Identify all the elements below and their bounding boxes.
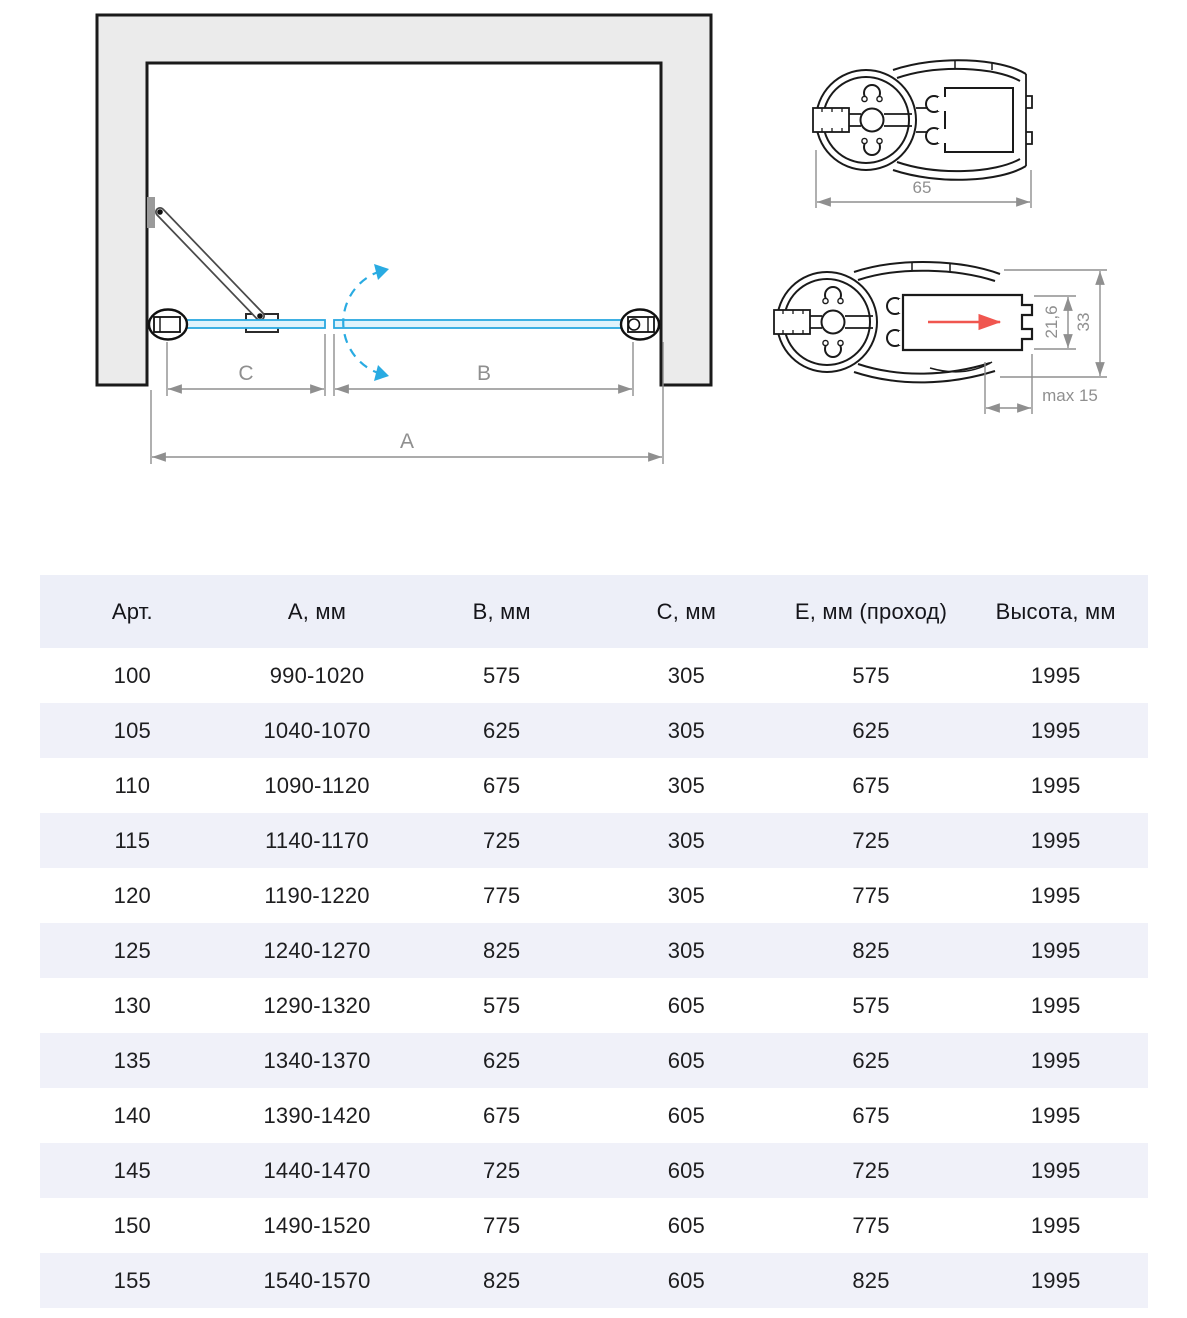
table-cell: 100 bbox=[113, 662, 151, 688]
table-row bbox=[40, 1253, 1148, 1308]
table-cell: 1140-1170 bbox=[265, 827, 369, 853]
table-cell: 1995 bbox=[1030, 1047, 1081, 1073]
table-cell: 1090-1120 bbox=[264, 772, 370, 798]
table-row bbox=[40, 1033, 1148, 1088]
table-cell: 105 bbox=[113, 717, 151, 743]
table-cell: 1995 bbox=[1030, 882, 1081, 908]
table-cell: 725 bbox=[483, 1157, 521, 1183]
profile-adjustment-label: max 15 bbox=[1042, 386, 1098, 405]
table-cell: 115 bbox=[114, 827, 151, 853]
table-cell: 575 bbox=[852, 662, 890, 688]
table-cell: 825 bbox=[483, 937, 521, 963]
table-cell: 1540-1570 bbox=[263, 1267, 371, 1293]
table-row bbox=[40, 978, 1148, 1033]
table-cell: 725 bbox=[852, 827, 890, 853]
table-row bbox=[40, 923, 1148, 978]
table-cell: 775 bbox=[483, 882, 521, 908]
table-cell: 605 bbox=[667, 1102, 705, 1128]
table-cell: 675 bbox=[483, 772, 521, 798]
table-cell: 110 bbox=[114, 772, 151, 798]
table-cell: 625 bbox=[852, 717, 890, 743]
table-cell: 605 bbox=[667, 992, 705, 1018]
column-header-e: Е, мм (проход) bbox=[794, 598, 948, 624]
wall bbox=[97, 15, 711, 385]
table-cell: 305 bbox=[667, 717, 705, 743]
swing-arrow-up-icon bbox=[374, 264, 389, 280]
table-cell: 305 bbox=[667, 937, 705, 963]
table-row bbox=[40, 1088, 1148, 1143]
table-cell: 1040-1070 bbox=[263, 717, 371, 743]
table-cell: 1995 bbox=[1030, 937, 1081, 963]
table-cell: 775 bbox=[852, 882, 890, 908]
profile-outer-height-label: 33 bbox=[1074, 312, 1093, 332]
table-cell: 125 bbox=[113, 937, 151, 963]
table-row bbox=[40, 758, 1148, 813]
table-row bbox=[40, 703, 1148, 758]
column-header-a: А, мм bbox=[287, 598, 347, 624]
table-cell: 1995 bbox=[1030, 992, 1081, 1018]
installation-scheme bbox=[97, 15, 711, 464]
table-cell: 1995 bbox=[1030, 772, 1081, 798]
table-cell: 130 bbox=[113, 992, 151, 1018]
table-cell: 575 bbox=[483, 662, 521, 688]
column-header-art: Арт. bbox=[111, 598, 153, 624]
table-row bbox=[40, 868, 1148, 923]
brace-wall-plate bbox=[147, 197, 155, 228]
table-row bbox=[40, 1143, 1148, 1198]
table-cell: 625 bbox=[483, 717, 521, 743]
table-cell: 305 bbox=[667, 662, 705, 688]
support-brace bbox=[157, 209, 263, 319]
table-cell: 725 bbox=[483, 827, 521, 853]
table-cell: 775 bbox=[852, 1212, 890, 1238]
table-cell: 1190-1220 bbox=[264, 882, 370, 908]
table-cell: 775 bbox=[483, 1212, 521, 1238]
table-cell: 1995 bbox=[1030, 827, 1081, 853]
glass-door-panel bbox=[334, 320, 628, 328]
table-row bbox=[40, 1198, 1148, 1253]
table-cell: 1440-1470 bbox=[263, 1157, 371, 1183]
table-cell: 605 bbox=[667, 1047, 705, 1073]
table-cell: 1995 bbox=[1030, 1102, 1081, 1128]
profile-width-label: 65 bbox=[912, 178, 932, 197]
table-cell: 625 bbox=[483, 1047, 521, 1073]
table-cell: 1340-1370 bbox=[263, 1047, 371, 1073]
table-cell: 305 bbox=[667, 772, 705, 798]
size-table bbox=[40, 575, 1148, 1308]
table-cell: 1995 bbox=[1030, 1212, 1081, 1238]
swing-arrow-down-icon bbox=[374, 365, 389, 381]
table-header-row bbox=[40, 575, 1148, 648]
table-cell: 120 bbox=[113, 882, 151, 908]
dim-label-a: A bbox=[399, 430, 415, 453]
dim-label-b: B bbox=[476, 362, 492, 385]
wall-profile-side-view bbox=[774, 262, 1107, 414]
table-cell: 605 bbox=[667, 1212, 705, 1238]
table-cell: 625 bbox=[852, 1047, 890, 1073]
table-cell: 575 bbox=[852, 992, 890, 1018]
wall-bracket-left bbox=[149, 310, 187, 340]
table-cell: 1490-1520 bbox=[263, 1212, 371, 1238]
table-cell: 1240-1270 bbox=[263, 937, 371, 963]
table-cell: 990-1020 bbox=[269, 662, 365, 688]
table-cell: 1290-1320 bbox=[263, 992, 371, 1018]
table-cell: 155 bbox=[113, 1267, 151, 1293]
table-cell: 140 bbox=[113, 1102, 151, 1128]
table-row bbox=[40, 648, 1148, 703]
table-cell: 825 bbox=[852, 937, 890, 963]
glass-fixed-panel bbox=[168, 320, 325, 328]
column-header-b: В, мм bbox=[472, 598, 531, 624]
table-cell: 135 bbox=[113, 1047, 151, 1073]
table-cell: 825 bbox=[483, 1267, 521, 1293]
table-cell: 675 bbox=[852, 1102, 890, 1128]
table-cell: 675 bbox=[483, 1102, 521, 1128]
profile-inner-height-label: 21,6 bbox=[1042, 305, 1061, 339]
column-header-c: С, мм bbox=[656, 598, 717, 624]
table-cell: 1995 bbox=[1030, 1157, 1081, 1183]
table-cell: 675 bbox=[852, 772, 890, 798]
table-cell: 725 bbox=[852, 1157, 890, 1183]
table-cell: 605 bbox=[667, 1157, 705, 1183]
table-cell: 305 bbox=[667, 827, 705, 853]
technical-drawing bbox=[0, 0, 1187, 565]
table-cell: 1390-1420 bbox=[263, 1102, 371, 1128]
table-cell: 1995 bbox=[1030, 1267, 1081, 1293]
table-cell: 575 bbox=[483, 992, 521, 1018]
table-cell: 605 bbox=[667, 1267, 705, 1293]
column-header-height: Высота, мм bbox=[995, 598, 1116, 624]
table-cell: 825 bbox=[852, 1267, 890, 1293]
table-cell: 1995 bbox=[1030, 662, 1081, 688]
wall-bracket-right bbox=[621, 310, 659, 340]
table-cell: 150 bbox=[113, 1212, 151, 1238]
dim-label-c: C bbox=[238, 362, 254, 385]
table-cell: 305 bbox=[667, 882, 705, 908]
table-cell: 145 bbox=[113, 1157, 151, 1183]
table-cell: 1995 bbox=[1030, 717, 1081, 743]
table-row bbox=[40, 813, 1148, 868]
wall-profile-top-view bbox=[813, 60, 1032, 208]
